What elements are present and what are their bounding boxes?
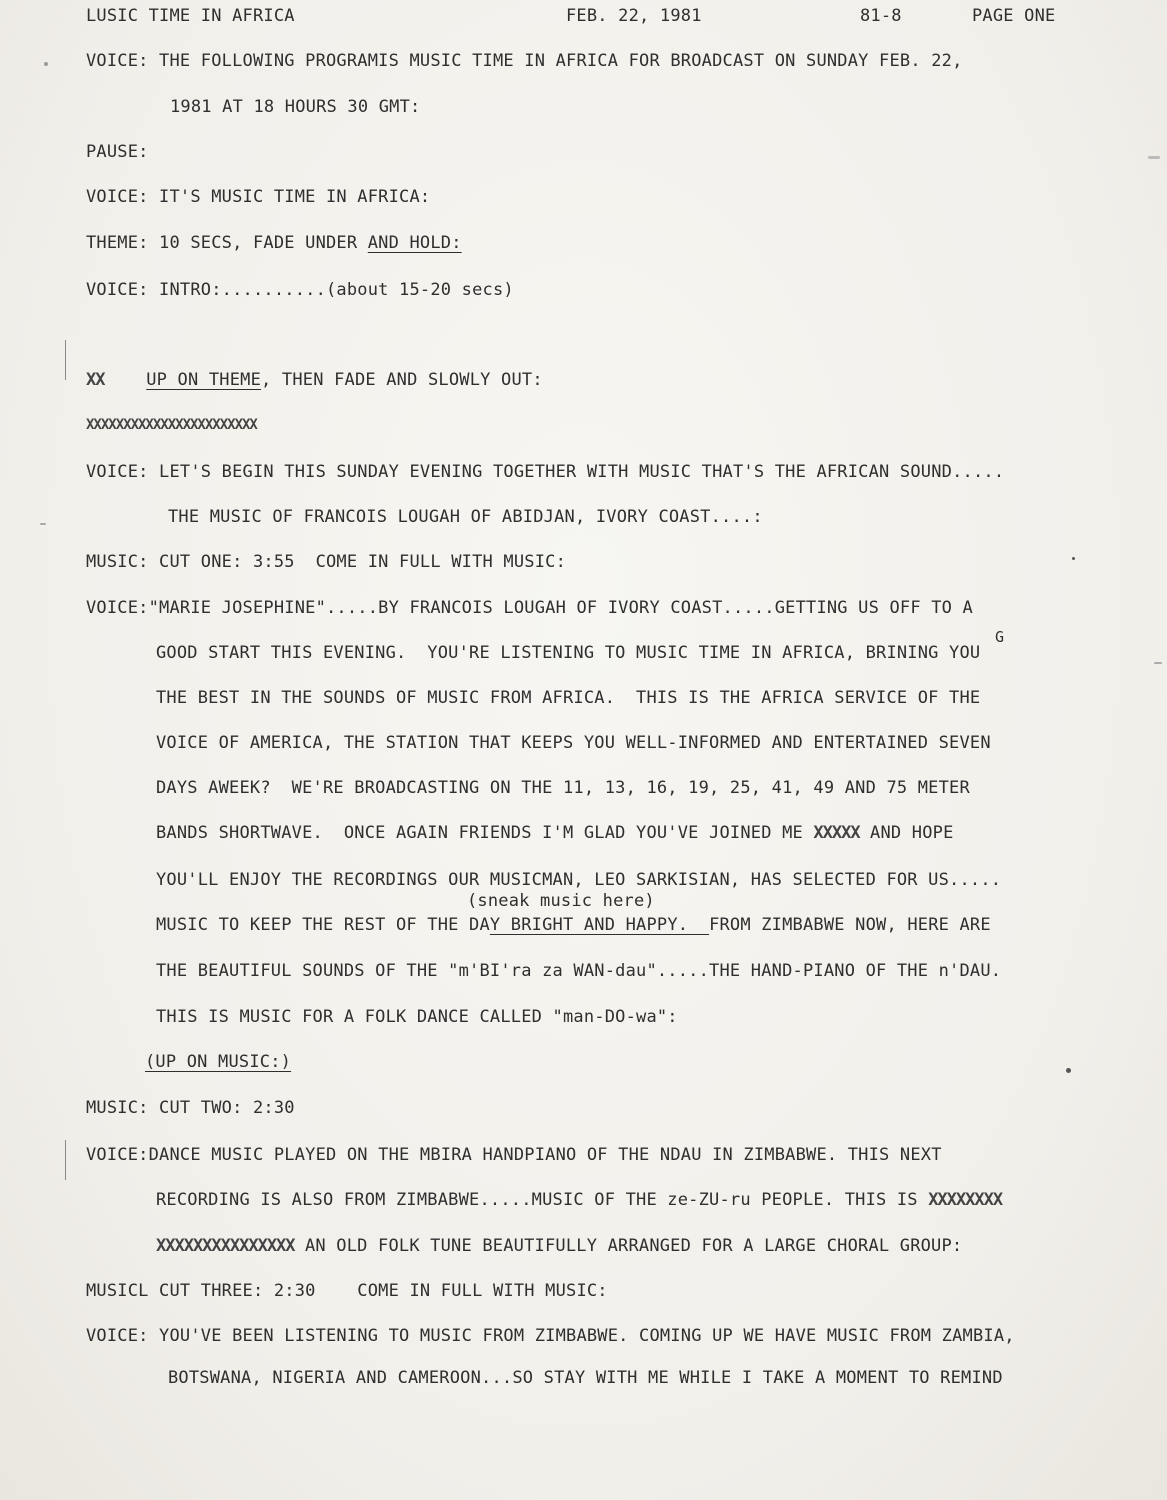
line-text: RECORDING IS ALSO FROM ZIMBABWE.....MUSIC OF THE ze-ZU-ru PEOPLE. THIS IS (156, 1190, 929, 1210)
script-line: VOICE: YOU'VE BEEN LISTENING TO MUSIC FROM ZIMBABWE. COMING UP WE HAVE MUSIC FROM ZAMBIA, (86, 1326, 1015, 1346)
script-line (86, 370, 543, 390)
paper-mark (40, 523, 46, 525)
script-line: GOOD START THIS EVENING. YOU'RE LISTENING TO MUSIC TIME IN AFRICA, BRINING YOU (156, 643, 981, 663)
script-line: PAUSE: (86, 142, 149, 162)
line-text: AND HOPE (859, 823, 954, 843)
script-line (156, 915, 991, 935)
line-text: THEME: 10 SECS, FADE UNDER (86, 233, 368, 253)
struck-out-text: XXXXXXXX (928, 1190, 1003, 1210)
struck-out-line: XXXXXXXXXXXXXXXXXXXXXXX (86, 417, 257, 433)
script-line: VOICE: THE FOLLOWING PROGRAMIS MUSIC TIME IN AFRICA FOR BROADCAST ON SUNDAY FEB. 22, (86, 51, 963, 71)
paper-mark (1066, 1068, 1071, 1073)
handwritten-correction: G (995, 628, 1005, 646)
underlined-text: UP ON THEME (146, 370, 262, 390)
script-line: YOU'LL ENJOY THE RECORDINGS OUR MUSICMAN, LEO SARKISIAN, HAS SELECTED FOR US..... (156, 870, 1002, 890)
underlined-text: AND HOLD: (367, 233, 462, 253)
script-line: MUSIC: CUT TWO: 2:30 (86, 1098, 295, 1118)
script-line: MUSICL CUT THREE: 2:30 COME IN FULL WITH MUSIC: (86, 1281, 608, 1301)
script-line: THE BEST IN THE SOUNDS OF MUSIC FROM AFRICA. THIS IS THE AFRICA SERVICE OF THE (156, 688, 981, 708)
script-line: DAYS AWEEK? WE'RE BROADCASTING ON THE 11, 13, 16, 19, 25, 41, 49 AND 75 METER (156, 778, 970, 798)
paper-mark (1154, 662, 1162, 664)
script-line: THIS IS MUSIC FOR A FOLK DANCE CALLED "man-DO-wa": (156, 1007, 678, 1027)
paper-mark (44, 62, 48, 66)
script-line: 1981 AT 18 HOURS 30 GMT: (170, 97, 421, 117)
header-title: LUSIC TIME IN AFRICA (86, 6, 295, 26)
margin-line (65, 340, 66, 380)
script-line: THE BEAUTIFUL SOUNDS OF THE "m'BI'ra za WAN-dau".....THE HAND-PIANO OF THE n'DAU. (156, 961, 1002, 981)
line-text: , THEN FADE AND SLOWLY OUT: (261, 370, 543, 390)
stage-direction: (UP ON MUSIC:) (145, 1052, 292, 1072)
struck-out-text: XX (86, 370, 105, 390)
script-line: THE MUSIC OF FRANCOIS LOUGAH OF ABIDJAN, IVORY COAST....: (168, 507, 763, 527)
script-line: BOTSWANA, NIGERIA AND CAMEROON...SO STAY WITH ME WHILE I TAKE A MOMENT TO REMIND (168, 1368, 1003, 1388)
line-text: MUSIC TO KEEP THE REST OF THE DA (156, 915, 490, 935)
script-line: VOICE: LET'S BEGIN THIS SUNDAY EVENING TOGETHER WITH MUSIC THAT'S THE AFRICAN SOUND..... (86, 462, 1005, 482)
script-line (156, 1190, 1002, 1210)
line-text: FROM ZIMBABWE NOW, HERE ARE (709, 915, 991, 935)
header-page: PAGE ONE (972, 6, 1056, 26)
line-text: AN OLD FOLK TUNE BEAUTIFULLY ARRANGED FOR A LARGE CHORAL GROUP: (294, 1236, 963, 1256)
line-text: BANDS SHORTWAVE. ONCE AGAIN FRIENDS I'M GLAD YOU'VE JOINED ME (156, 823, 814, 843)
struck-out-text: XXXXXXXXXXXXXXX (156, 1236, 295, 1256)
script-line: VOICE: IT'S MUSIC TIME IN AFRICA: (86, 187, 431, 207)
struck-out-text: XXXXX (813, 823, 860, 843)
script-line (156, 1236, 962, 1256)
script-line: VOICE:"MARIE JOSEPHINE".....BY FRANCOIS LOUGAH OF IVORY COAST.....GETTING US OFF TO A (86, 598, 973, 618)
script-line: VOICE OF AMERICA, THE STATION THAT KEEPS YOU WELL-INFORMED AND ENTERTAINED SEVEN (156, 733, 991, 753)
script-line: VOICE:DANCE MUSIC PLAYED ON THE MBIRA HANDPIANO OF THE NDAU IN ZIMBABWE. THIS NEXT (86, 1145, 942, 1165)
header-code: 81-8 (860, 6, 902, 26)
script-line: MUSIC: CUT ONE: 3:55 COME IN FULL WITH MUSIC: (86, 552, 567, 572)
script-line (86, 233, 462, 253)
header-date: FEB. 22, 1981 (566, 6, 702, 26)
stage-direction: (sneak music here) (467, 891, 655, 911)
paper-mark (1072, 557, 1075, 560)
script-line (156, 823, 954, 843)
script-line: VOICE: INTRO:..........(about 15-20 secs) (86, 280, 514, 300)
margin-line (65, 1140, 66, 1180)
underlined-text: Y BRIGHT AND HAPPY. (489, 915, 710, 935)
paper-mark (1148, 156, 1160, 159)
